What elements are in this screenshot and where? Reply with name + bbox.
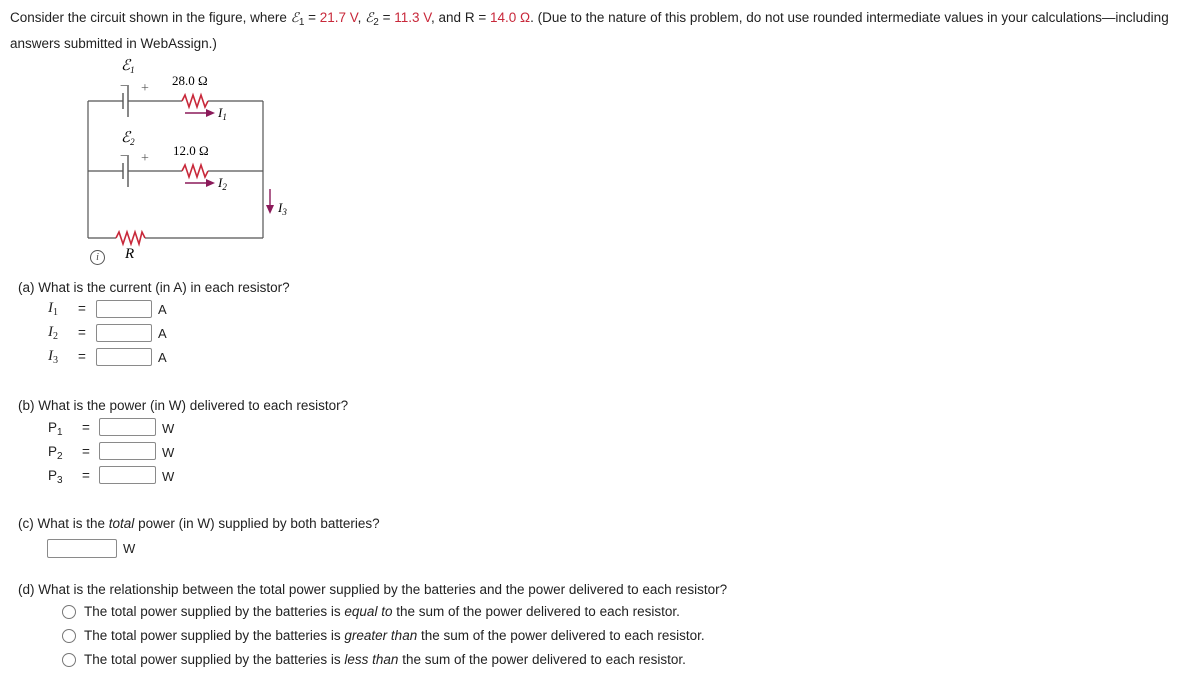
r-symbol: R: [464, 10, 475, 25]
p1-var: $P_1$: [48, 420, 63, 438]
equals-sign: =: [78, 301, 86, 316]
current-arrow-i2: [185, 179, 215, 187]
separator: ,: [357, 10, 366, 25]
problem-statement: [10, 7, 1195, 54]
p2-var: $P_2$: [48, 444, 63, 462]
i2-var: $I_2$: [48, 324, 58, 342]
part-d-question: (d) What is the relationship between the total power supplied by the batteries and the power delivered to each resistor?: [18, 582, 728, 597]
separator: , and: [431, 10, 465, 25]
battery2-plus: +: [141, 151, 149, 166]
unit-label: W: [123, 541, 136, 556]
radio-button[interactable]: [62, 629, 76, 643]
emf2-label: ℰ$_2$: [121, 130, 135, 147]
info-icon[interactable]: i: [90, 250, 105, 265]
unit-label: W: [162, 445, 175, 460]
p1-answer-input[interactable]: [99, 418, 156, 436]
resistor-r: [116, 232, 145, 244]
unit-label: A: [158, 326, 167, 341]
circuit-wires: [88, 101, 263, 238]
equals-sign: =: [378, 10, 395, 25]
i2-answer-input[interactable]: [96, 324, 152, 342]
emf2-subscript: 2: [373, 17, 379, 28]
intro-text-continued: . (Due to the nature of this problem, do not use rounded intermediate values in your calculations—including answers submitted in WebAssign.): [10, 10, 1169, 51]
p3-var: $P_3$: [48, 468, 63, 486]
r-label: R: [125, 246, 135, 262]
emf1-symbol: ℰ: [290, 10, 299, 26]
option-equal[interactable]: The total power supplied by the batteries is equal to the sum of the power delivered to each resistor.: [62, 602, 680, 622]
res1-label: 28.0 Ω: [172, 73, 208, 88]
option-less[interactable]: The total power supplied by the batteries is less than the sum of the power delivered to each resistor.: [62, 650, 686, 670]
emphasis-total: total: [108, 516, 135, 531]
i3-answer-input[interactable]: [96, 348, 152, 366]
unit-label: W: [162, 421, 175, 436]
emf2-symbol: ℰ: [365, 10, 374, 26]
radio-button[interactable]: [62, 605, 76, 619]
part-c-question: (c) What is the total power (in W) supplied by both batteries?: [18, 516, 380, 531]
equals-sign: =: [82, 420, 90, 435]
current-arrow-i3: [266, 189, 274, 214]
res2-label: 12.0 Ω: [173, 143, 209, 158]
equals-sign: =: [82, 468, 90, 483]
equals-sign: =: [474, 10, 490, 25]
part-b-question: (b) What is the power (in W) delivered to each resistor?: [18, 398, 349, 413]
total-power-input[interactable]: [47, 539, 117, 558]
unit-label: A: [158, 350, 167, 365]
battery2-minus: −: [120, 149, 128, 164]
emf1-subscript: 1: [298, 17, 305, 28]
option-greater[interactable]: The total power supplied by the batteries is greater than the sum of the power delivered to each resistor.: [62, 626, 705, 646]
equals-sign: =: [304, 10, 320, 25]
battery1-plus: +: [141, 81, 149, 96]
circuit-diagram: [80, 55, 310, 270]
unit-label: A: [158, 302, 167, 317]
resistor-12-ohm: [182, 165, 208, 177]
i2-label: $I_2$: [218, 175, 227, 192]
equals-sign: =: [78, 349, 86, 364]
radio-button[interactable]: [62, 653, 76, 667]
emf1-value: 21.7 V: [319, 10, 358, 25]
i1-var: $I_1$: [48, 300, 58, 318]
i1-answer-input[interactable]: [96, 300, 152, 318]
emf1-label: ℰ$_1$: [121, 58, 135, 75]
i1-label: $I_1$: [218, 105, 227, 122]
unit-label: W: [162, 469, 175, 484]
i3-var: $I_3$: [48, 348, 58, 366]
equals-sign: =: [78, 325, 86, 340]
p3-answer-input[interactable]: [99, 466, 156, 484]
resistor-28-ohm: [182, 95, 208, 107]
current-arrow-i1: [185, 109, 215, 117]
i3-label: $I_3$: [278, 200, 287, 217]
emf2-value: 11.3 V: [394, 10, 432, 25]
part-a-question: (a) What is the current (in A) in each resistor?: [18, 280, 290, 295]
p2-answer-input[interactable]: [99, 442, 156, 460]
intro-text: Consider the circuit shown in the figure, where: [10, 10, 291, 25]
r-value: 14.0 Ω: [489, 10, 531, 25]
battery1-minus: −: [120, 79, 128, 94]
equals-sign: =: [82, 444, 90, 459]
